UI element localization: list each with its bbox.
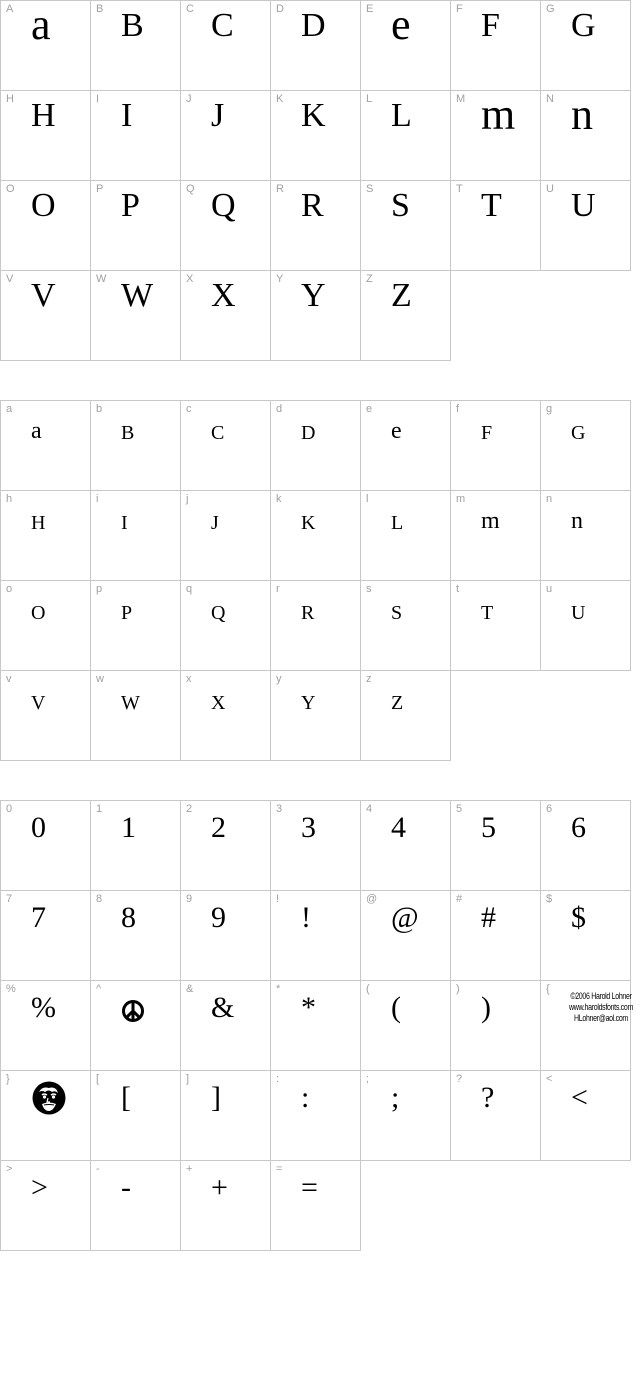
key-label: 8 xyxy=(96,893,103,905)
glyph-sample: K xyxy=(301,97,326,134)
glyph-sample: Q xyxy=(211,602,226,624)
key-label: t xyxy=(456,583,460,595)
glyph-sample: D xyxy=(301,422,316,444)
font-credit xyxy=(569,991,633,1024)
key-label: p xyxy=(96,583,103,595)
glyph-cell xyxy=(90,800,181,891)
glyph-cell xyxy=(0,90,91,181)
glyph-cell xyxy=(0,980,91,1071)
key-label: L xyxy=(366,93,373,105)
glyph-cell xyxy=(270,670,361,761)
glyph-sample: e xyxy=(391,418,402,444)
key-label: g xyxy=(546,403,553,415)
key-label: y xyxy=(276,673,282,685)
glyph-sample: [ xyxy=(121,1081,131,1114)
glyph-cell xyxy=(90,400,181,491)
key-label: d xyxy=(276,403,283,415)
glyph-cell xyxy=(180,270,271,361)
glyph-cell xyxy=(270,980,361,1071)
glyph-cell xyxy=(450,890,541,981)
glyph-sample: I xyxy=(121,512,128,534)
key-label: ; xyxy=(366,1073,370,1085)
key-label: N xyxy=(546,93,554,105)
glyph-cell xyxy=(0,580,91,671)
glyph-cell xyxy=(270,1160,361,1251)
key-label: Y xyxy=(276,273,284,285)
glyph-cell xyxy=(450,0,541,91)
key-label: = xyxy=(276,1163,283,1175)
glyph-cell xyxy=(360,800,451,891)
glyph-cell xyxy=(180,180,271,271)
glyph-sample: D xyxy=(301,7,326,44)
key-label: } xyxy=(6,1073,10,1085)
key-label: e xyxy=(366,403,373,415)
glyph-sample: S xyxy=(391,602,403,624)
glyph-cell xyxy=(540,890,631,981)
key-label: $ xyxy=(546,893,553,905)
glyph-cell xyxy=(540,490,631,581)
glyph-cell xyxy=(90,890,181,981)
key-label: & xyxy=(186,983,194,995)
key-label: 2 xyxy=(186,803,193,815)
key-label: ( xyxy=(366,983,370,995)
glyph-sample: ( xyxy=(391,991,401,1024)
glyph-sample: W xyxy=(121,692,140,714)
glyph-sample: P xyxy=(121,187,140,224)
glyph-sample: 1 xyxy=(121,811,136,844)
key-label: z xyxy=(366,673,372,685)
key-label: m xyxy=(456,493,466,505)
key-label: ^ xyxy=(96,983,102,995)
glyph-sample: P xyxy=(121,602,133,624)
key-label: W xyxy=(96,273,107,285)
glyph-sample: X xyxy=(211,277,236,314)
glyph-sample: e xyxy=(391,0,411,49)
key-label: # xyxy=(456,893,463,905)
glyph-cell xyxy=(360,1070,451,1161)
key-label: H xyxy=(6,93,14,105)
key-label: x xyxy=(186,673,192,685)
glyph-cell xyxy=(360,0,451,91)
key-label: V xyxy=(6,273,14,285)
key-label: 7 xyxy=(6,893,13,905)
glyph-sample: 3 xyxy=(301,811,316,844)
glyph-cell xyxy=(270,90,361,181)
glyph-cell xyxy=(540,1070,631,1161)
glyph-cell xyxy=(450,800,541,891)
glyph-cell xyxy=(0,1070,91,1161)
key-label: M xyxy=(456,93,466,105)
key-label: E xyxy=(366,3,374,15)
glyph-cell xyxy=(270,1070,361,1161)
glyph-sample: S xyxy=(391,187,410,224)
glyph-cell xyxy=(0,1160,91,1251)
key-label: * xyxy=(276,983,281,995)
key-label: q xyxy=(186,583,193,595)
glyph-sample: Q xyxy=(211,187,236,224)
key-label: P xyxy=(96,183,104,195)
glyph-sample: R xyxy=(301,187,324,224)
glyph-sample: n xyxy=(571,90,593,139)
key-label: J xyxy=(186,93,192,105)
glyph-cell xyxy=(360,980,451,1071)
glyph-cell xyxy=(90,1070,181,1161)
glyph-sample: 4 xyxy=(391,811,406,844)
glyph-sample: U xyxy=(571,602,586,624)
glyph-sample: U xyxy=(571,187,596,224)
key-label: Q xyxy=(186,183,195,195)
glyph-sample: O xyxy=(31,187,56,224)
glyph-cell xyxy=(180,1070,271,1161)
key-label: b xyxy=(96,403,103,415)
glyph-sample: H xyxy=(31,512,46,534)
glyph-cell xyxy=(540,0,631,91)
glyph-sample: ! xyxy=(301,901,311,934)
key-label: C xyxy=(186,3,194,15)
glyph-sample: % xyxy=(31,991,56,1024)
key-label: l xyxy=(366,493,369,505)
key-label: S xyxy=(366,183,374,195)
glyph-sample: L xyxy=(391,97,412,134)
glyph-cell xyxy=(270,490,361,581)
glyph-sample: F xyxy=(481,422,493,444)
key-label: ] xyxy=(186,1073,190,1085)
key-label: T xyxy=(456,183,463,195)
key-label: w xyxy=(96,673,104,685)
glyph-cell xyxy=(0,670,91,761)
glyph-cell xyxy=(180,890,271,981)
glyph-sample: Y xyxy=(301,277,326,314)
glyph-cell xyxy=(0,270,91,361)
key-label: ) xyxy=(456,983,460,995)
key-label: - xyxy=(96,1163,100,1175)
key-label: % xyxy=(6,983,16,995)
glyph-cell xyxy=(270,580,361,671)
key-label: n xyxy=(546,493,553,505)
glyph-sample: ; xyxy=(391,1081,400,1114)
glyph-cell xyxy=(270,800,361,891)
credit-line: www.haroldsfonts.com xyxy=(569,1002,633,1012)
key-label: G xyxy=(546,3,555,15)
glyph-sample: I xyxy=(121,97,133,134)
glyph-cell xyxy=(180,670,271,761)
glyph-cell xyxy=(180,490,271,581)
glyph-cell xyxy=(360,270,451,361)
key-label: r xyxy=(276,583,280,595)
glyph-cell xyxy=(0,180,91,271)
key-label: 4 xyxy=(366,803,373,815)
glyph-cell xyxy=(360,890,451,981)
glyph-sample: 7 xyxy=(31,901,46,934)
glyph-cell xyxy=(90,670,181,761)
glyph-cell xyxy=(540,180,631,271)
key-label: [ xyxy=(96,1073,100,1085)
glyph-sample: J xyxy=(211,512,219,534)
glyph-sample: ] xyxy=(211,1081,221,1114)
glyph-sample: 0 xyxy=(31,811,46,844)
glyph-sample: a xyxy=(31,0,51,49)
key-label: Z xyxy=(366,273,373,285)
key-label: : xyxy=(276,1073,280,1085)
glyph-sample: $ xyxy=(571,901,586,934)
glyph-sample: 9 xyxy=(211,901,226,934)
glyph-cell xyxy=(360,400,451,491)
key-label: c xyxy=(186,403,192,415)
glyph-cell xyxy=(450,980,541,1071)
glyph-cell xyxy=(450,180,541,271)
glyph-cell xyxy=(180,580,271,671)
glyph-cell xyxy=(180,0,271,91)
glyph-sample: V xyxy=(31,277,56,314)
key-label: h xyxy=(6,493,13,505)
key-label: s xyxy=(366,583,372,595)
glyph-cell xyxy=(180,400,271,491)
glyph-sample: - xyxy=(121,1171,131,1204)
glyph-cell xyxy=(450,580,541,671)
glyph-cell xyxy=(360,180,451,271)
glyph-sample: = xyxy=(301,1171,318,1204)
glyph-sample: G xyxy=(571,7,596,44)
glyph-sample: T xyxy=(481,602,494,624)
key-label: f xyxy=(456,403,460,415)
key-label: 6 xyxy=(546,803,553,815)
glyph-cell xyxy=(90,490,181,581)
key-label: v xyxy=(6,673,12,685)
peace-sign-icon xyxy=(121,999,145,1028)
glyph-cell xyxy=(270,180,361,271)
glyph-sample: a xyxy=(31,418,42,444)
glyph-sample: J xyxy=(211,97,225,134)
key-label: 5 xyxy=(456,803,463,815)
key-label: O xyxy=(6,183,15,195)
glyph-sample: G xyxy=(571,422,586,444)
key-label: 9 xyxy=(186,893,193,905)
glyph-cell xyxy=(0,0,91,91)
key-label: k xyxy=(276,493,282,505)
glyph-sample: * xyxy=(301,991,316,1024)
key-label: F xyxy=(456,3,463,15)
glyph-cell xyxy=(360,670,451,761)
glyph-sample: 8 xyxy=(121,901,136,934)
key-label: ? xyxy=(456,1073,463,1085)
key-label: D xyxy=(276,3,284,15)
glyph-sample: Z xyxy=(391,277,412,314)
glyph-cell xyxy=(180,980,271,1071)
glyph-cell xyxy=(0,490,91,581)
portrait-medallion-icon xyxy=(32,1081,66,1120)
key-label: j xyxy=(186,493,189,505)
glyph-sample: 6 xyxy=(571,811,586,844)
key-label: K xyxy=(276,93,284,105)
glyph-cell xyxy=(0,800,91,891)
glyph-cell xyxy=(270,270,361,361)
glyph-cell xyxy=(450,490,541,581)
glyph-sample: B xyxy=(121,7,144,44)
glyph-cell xyxy=(540,980,631,1071)
key-label: X xyxy=(186,273,194,285)
glyph-cell xyxy=(450,1070,541,1161)
glyph-sample: C xyxy=(211,422,225,444)
key-label: + xyxy=(186,1163,193,1175)
glyph-cell xyxy=(180,1160,271,1251)
glyph-cell xyxy=(540,580,631,671)
glyph-sample: R xyxy=(301,602,315,624)
glyph-sample: + xyxy=(211,1171,228,1204)
glyph-sample: F xyxy=(481,7,500,44)
glyph-cell xyxy=(180,800,271,891)
glyph-cell xyxy=(90,580,181,671)
glyph-sample: Y xyxy=(301,692,316,714)
glyph-cell xyxy=(0,890,91,981)
glyph-cell xyxy=(90,0,181,91)
key-label: R xyxy=(276,183,284,195)
glyph-sample: 5 xyxy=(481,811,496,844)
key-label: U xyxy=(546,183,554,195)
glyph-cell xyxy=(270,400,361,491)
glyph-cell xyxy=(270,890,361,981)
glyph-sample: C xyxy=(211,7,234,44)
glyph-cell xyxy=(270,0,361,91)
glyph-cell xyxy=(0,400,91,491)
glyph-cell xyxy=(540,400,631,491)
key-label: B xyxy=(96,3,104,15)
key-label: u xyxy=(546,583,553,595)
glyph-cell xyxy=(180,90,271,181)
glyph-sample: Z xyxy=(391,692,404,714)
glyph-sample: # xyxy=(481,901,496,934)
glyph-cell xyxy=(90,270,181,361)
glyph-cell xyxy=(450,90,541,181)
key-label: I xyxy=(96,93,100,105)
glyph-cell xyxy=(90,1160,181,1251)
glyph-cell xyxy=(90,980,181,1071)
glyph-cell xyxy=(540,800,631,891)
glyph-sample: ? xyxy=(481,1081,495,1114)
glyph-sample: m xyxy=(481,508,500,534)
glyph-sample: n xyxy=(571,508,583,534)
key-label: o xyxy=(6,583,13,595)
credit-line: ©2006 Harold Lohner xyxy=(570,991,632,1001)
glyph-sample: H xyxy=(31,97,56,134)
glyph-sample: @ xyxy=(391,901,419,934)
glyph-sample: > xyxy=(31,1171,48,1204)
glyph-cell xyxy=(450,400,541,491)
glyph-sample: B xyxy=(121,422,135,444)
key-label: a xyxy=(6,403,13,415)
key-label: i xyxy=(96,493,99,505)
glyph-sample: ) xyxy=(481,991,491,1024)
credit-line: HLohner@aol.com xyxy=(574,1013,628,1023)
key-label: > xyxy=(6,1163,13,1175)
key-label: @ xyxy=(366,893,378,905)
glyph-sample: W xyxy=(121,277,154,314)
glyph-sample: m xyxy=(481,90,516,139)
glyph-cell xyxy=(360,580,451,671)
key-label: { xyxy=(546,983,550,995)
glyph-sample: O xyxy=(31,602,46,624)
glyph-cell xyxy=(90,180,181,271)
glyph-cell xyxy=(90,90,181,181)
key-label: 1 xyxy=(96,803,103,815)
glyph-sample: L xyxy=(391,512,404,534)
glyph-sample: K xyxy=(301,512,316,534)
key-label: A xyxy=(6,3,14,15)
glyph-cell xyxy=(360,490,451,581)
glyph-sample: & xyxy=(211,991,235,1024)
key-label: 3 xyxy=(276,803,283,815)
glyph-cell xyxy=(360,90,451,181)
glyph-sample: 2 xyxy=(211,811,226,844)
glyph-cell xyxy=(540,90,631,181)
key-label: 0 xyxy=(6,803,13,815)
key-label: ! xyxy=(276,893,280,905)
glyph-sample: X xyxy=(211,692,226,714)
key-label: < xyxy=(546,1073,553,1085)
glyph-sample: : xyxy=(301,1081,310,1114)
glyph-sample: V xyxy=(31,692,46,714)
glyph-sample: T xyxy=(481,187,502,224)
glyph-sample: < xyxy=(571,1081,588,1114)
